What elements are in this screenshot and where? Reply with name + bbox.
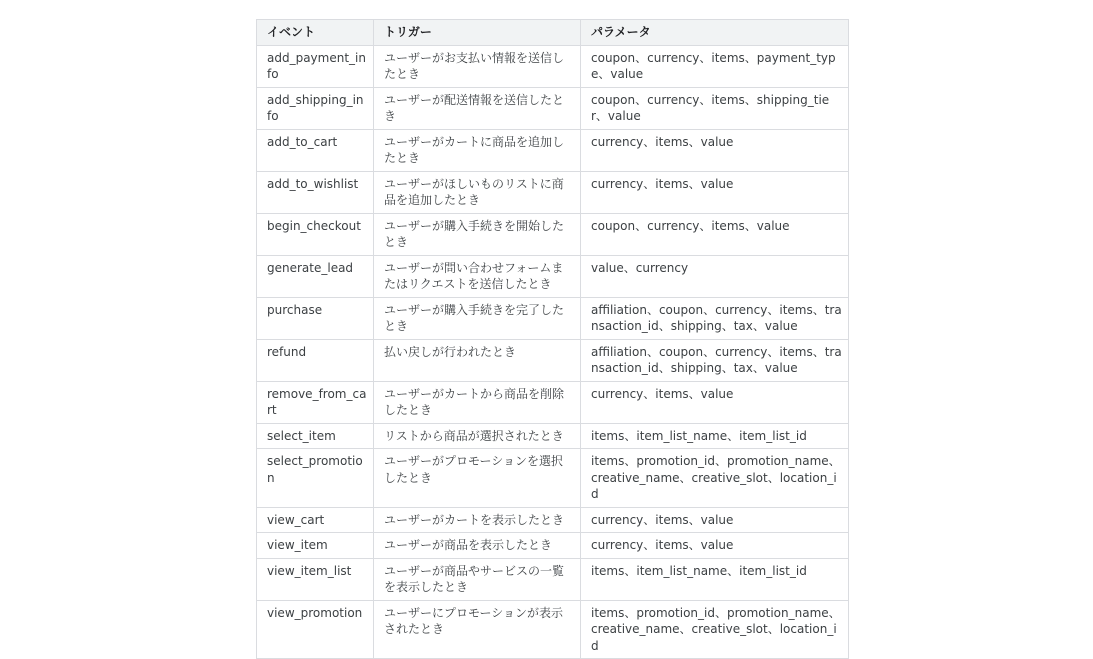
event-trigger: ユーザーがお支払い情報を送信したとき: [374, 45, 581, 87]
event-name: generate_lead: [257, 255, 374, 297]
event-trigger: ユーザーが購入手続きを開始したとき: [374, 213, 581, 255]
table-row: [257, 381, 849, 423]
event-trigger: ユーザーがプロモーションを選択したとき: [374, 449, 581, 508]
event-name: refund: [257, 339, 374, 381]
event-params: value、currency: [581, 255, 849, 297]
event-params: items、promotion_id、promotion_name、creative_name、creative_slot、location_id: [581, 449, 849, 508]
event-name: add_to_wishlist: [257, 171, 374, 213]
event-name: purchase: [257, 297, 374, 339]
event-name: view_item_list: [257, 558, 374, 600]
table-row: [257, 171, 849, 213]
event-params: currency、items、value: [581, 507, 849, 533]
table-row: [257, 423, 849, 449]
event-trigger: ユーザーが購入手続きを完了したとき: [374, 297, 581, 339]
event-trigger: ユーザーがカートを表示したとき: [374, 507, 581, 533]
event-params: currency、items、value: [581, 533, 849, 559]
event-trigger: ユーザーがカートから商品を削除したとき: [374, 381, 581, 423]
table-row: [257, 213, 849, 255]
event-name: select_promotion: [257, 449, 374, 508]
table-row: [257, 297, 849, 339]
event-name: view_item: [257, 533, 374, 559]
table-row: [257, 129, 849, 171]
table-row: [257, 533, 849, 559]
table-row: [257, 255, 849, 297]
event-params: coupon、currency、items、value: [581, 213, 849, 255]
table-row: [257, 449, 849, 508]
ecommerce-events-table-wrapper: [256, 19, 848, 659]
event-trigger: ユーザーが配送情報を送信したとき: [374, 87, 581, 129]
event-params: items、promotion_id、promotion_name、creative_name、creative_slot、location_id: [581, 600, 849, 659]
event-name: view_cart: [257, 507, 374, 533]
event-name: remove_from_cart: [257, 381, 374, 423]
event-params: currency、items、value: [581, 171, 849, 213]
header-parameters: パラメータ: [581, 20, 849, 46]
event-params: affiliation、coupon、currency、items、transaction_id、shipping、tax、value: [581, 339, 849, 381]
table-row: [257, 45, 849, 87]
event-trigger: ユーザーがカートに商品を追加したとき: [374, 129, 581, 171]
event-name: view_promotion: [257, 600, 374, 659]
event-params: affiliation、coupon、currency、items、transaction_id、shipping、tax、value: [581, 297, 849, 339]
table-body: [257, 45, 849, 659]
event-params: currency、items、value: [581, 129, 849, 171]
event-name: add_shipping_info: [257, 87, 374, 129]
event-trigger: 払い戻しが行われたとき: [374, 339, 581, 381]
table-row: [257, 87, 849, 129]
event-trigger: ユーザーが商品やサービスの一覧を表示したとき: [374, 558, 581, 600]
event-trigger: リストから商品が選択されたとき: [374, 423, 581, 449]
event-trigger: ユーザーが商品を表示したとき: [374, 533, 581, 559]
event-name: add_to_cart: [257, 129, 374, 171]
table-row: [257, 339, 849, 381]
header-trigger: トリガー: [374, 20, 581, 46]
ecommerce-events-table: [256, 19, 849, 659]
table-row: [257, 507, 849, 533]
event-name: select_item: [257, 423, 374, 449]
event-params: items、item_list_name、item_list_id: [581, 423, 849, 449]
event-params: coupon、currency、items、shipping_tier、value: [581, 87, 849, 129]
table-row: [257, 600, 849, 659]
event-params: items、item_list_name、item_list_id: [581, 558, 849, 600]
event-name: begin_checkout: [257, 213, 374, 255]
table-header-row: [257, 20, 849, 46]
event-params: coupon、currency、items、payment_type、value: [581, 45, 849, 87]
event-trigger: ユーザーが問い合わせフォームまたはリクエストを送信したとき: [374, 255, 581, 297]
header-event: イベント: [257, 20, 374, 46]
event-trigger: ユーザーにプロモーションが表示されたとき: [374, 600, 581, 659]
event-trigger: ユーザーがほしいものリストに商品を追加したとき: [374, 171, 581, 213]
table-row: [257, 558, 849, 600]
event-params: currency、items、value: [581, 381, 849, 423]
event-name: add_payment_info: [257, 45, 374, 87]
